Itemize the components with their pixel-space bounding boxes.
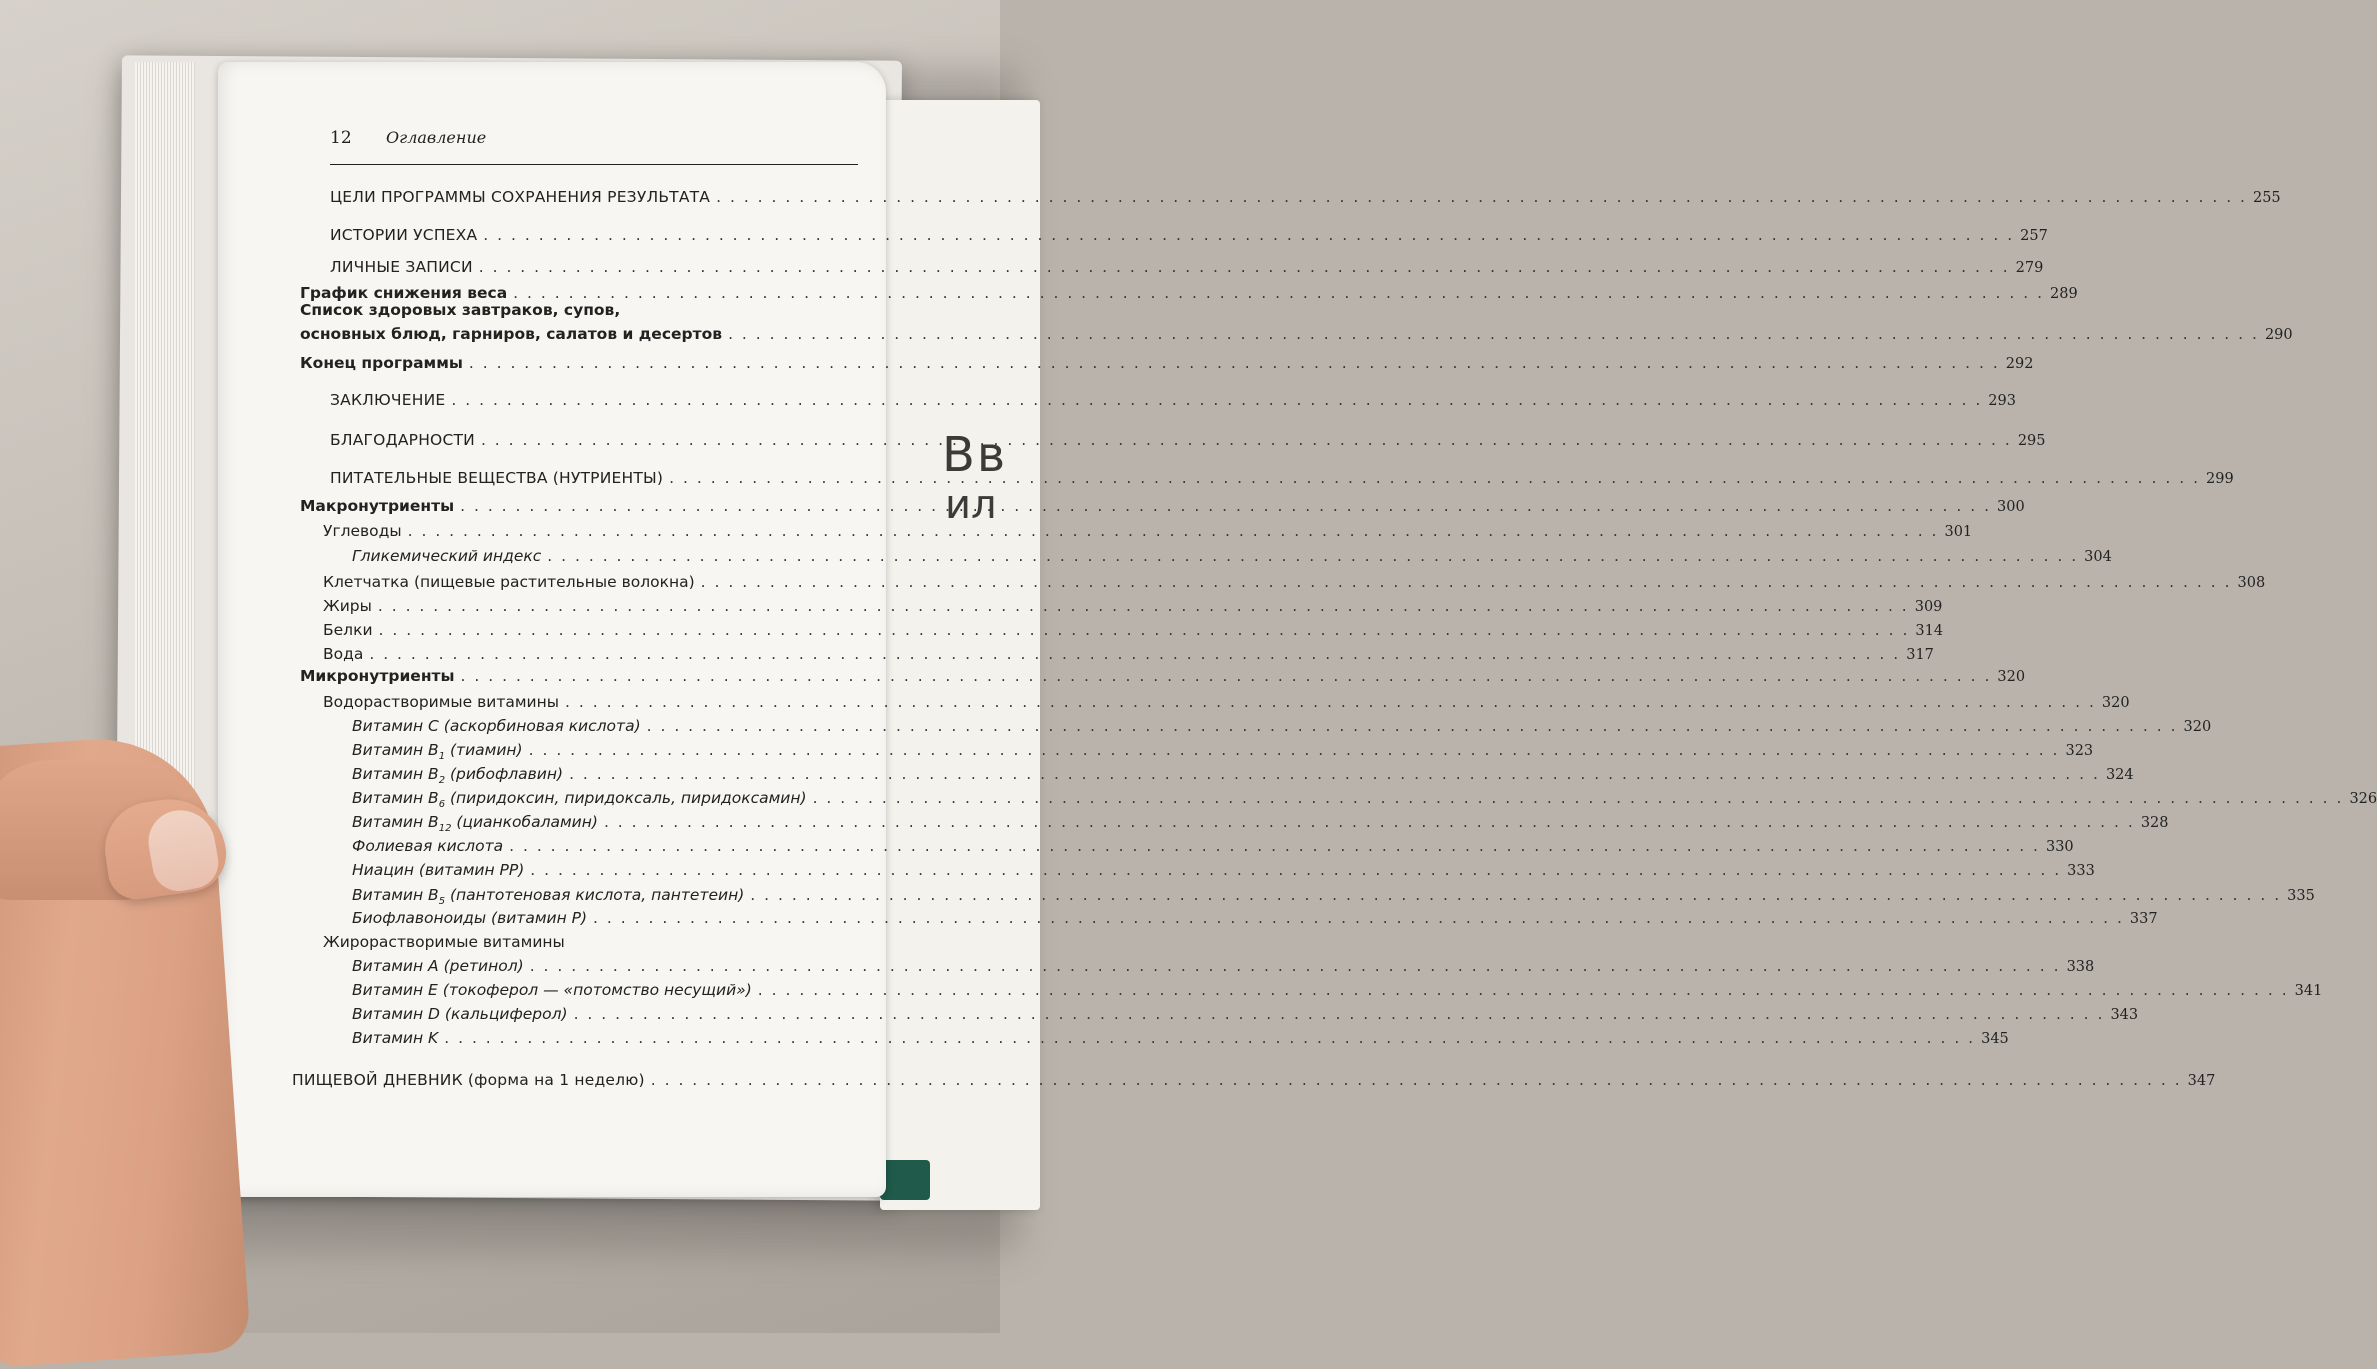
- toc-entry-title: Ниацин (витамин PP): [352, 861, 525, 879]
- toc-entry: [323, 933, 860, 951]
- toc-page-number: 328: [2140, 815, 2169, 831]
- toc-entry-title: Вода: [323, 645, 364, 663]
- toc-entry: [352, 837, 2074, 855]
- toc-page-number: 290: [2264, 327, 2293, 343]
- toc-page-number: 308: [2237, 575, 2266, 591]
- toc-entry: [330, 188, 2281, 206]
- toc-page-number: 345: [1981, 1031, 2009, 1047]
- toc-entry-title: ПИЩЕВОЙ ДНЕВНИК (форма на 1 неделю): [292, 1071, 645, 1089]
- toc-entry-title: Витамин E (токоферол — «потомство несущий»): [352, 981, 752, 999]
- dot-leader: [469, 354, 2000, 372]
- toc-entry-title: Водорастворимые витамины: [323, 693, 560, 711]
- dot-leader: [728, 325, 2259, 343]
- toc-entry: [352, 717, 2212, 735]
- dot-leader: [569, 765, 2100, 783]
- dot-leader: [593, 909, 2124, 927]
- toc-entry-title: ЛИЧНЫЕ ЗАПИСИ: [330, 258, 473, 276]
- toc-entry-title: Макронутриенты: [300, 497, 455, 515]
- dot-leader: [758, 981, 2289, 999]
- right-page-heading-line2: ил: [945, 482, 997, 528]
- toc-page-number: 309: [1914, 599, 1943, 615]
- toc-entry: [323, 573, 2266, 591]
- toc-entry: [300, 284, 2078, 302]
- dot-leader: [647, 717, 2178, 735]
- dot-leader: [750, 886, 2281, 904]
- dot-leader: [530, 957, 2061, 975]
- toc-entry-title: Жиры: [323, 597, 372, 615]
- dot-leader: [530, 861, 2061, 879]
- toc-entry-title: Витамин C (аскорбиновая кислота): [352, 717, 641, 735]
- toc-page-number: 295: [2017, 433, 2046, 449]
- toc-page-number: 326: [2349, 791, 2377, 807]
- dot-leader: [444, 1029, 1975, 1047]
- toc-entry-title: Витамин A (ретинол): [352, 957, 524, 975]
- toc-entry: [323, 645, 1934, 663]
- toc-entry: [323, 693, 2130, 711]
- toc-entry-title: Витамин $B_{12}$ (цианкобаламин): [352, 813, 598, 835]
- toc-entry-title: ЦЕЛИ ПРОГРАММЫ СОХРАНЕНИЯ РЕЗУЛЬТАТА: [330, 188, 711, 206]
- toc-entry-title: Витамин D (кальциферол): [352, 1005, 568, 1023]
- dot-leader: [669, 469, 2200, 487]
- dot-leader: [483, 226, 2014, 244]
- toc-entry-title: Жирорастворимые витамины: [323, 933, 565, 951]
- toc-page-number: 255: [2252, 190, 2281, 206]
- toc-page-number: 314: [1915, 623, 1944, 639]
- toc-entry: [300, 497, 2025, 515]
- toc-entry: [330, 469, 2234, 487]
- dot-leader: [513, 284, 2044, 302]
- toc-entry-title: Микронутриенты: [300, 667, 455, 685]
- toc-page-number: 347: [2187, 1073, 2216, 1089]
- dot-leader: [547, 547, 2078, 565]
- toc-entry-title: основных блюд, гарниров, салатов и десертов: [300, 325, 723, 343]
- toc-entry: [323, 621, 1944, 639]
- right-page-heading-line1: Вв: [942, 427, 1008, 483]
- toc-page-number: 320: [2101, 695, 2130, 711]
- dot-leader: [378, 597, 1909, 615]
- toc-entry-title: Углеводы: [323, 522, 402, 540]
- toc-entry-title: Витамин $B_2$ (рибофлавин): [352, 765, 564, 787]
- toc-entry: [300, 325, 2293, 343]
- toc-entry-title: График снижения веса: [300, 284, 508, 302]
- dot-leader: [574, 1005, 2105, 1023]
- dot-leader: [461, 667, 1992, 685]
- toc-page-number: 335: [2287, 888, 2315, 904]
- toc-entry: [352, 909, 2158, 927]
- toc-entry-title: Гликемический индекс: [352, 547, 542, 565]
- toc-page-number: 299: [2206, 471, 2234, 487]
- toc-entry: [300, 301, 860, 319]
- dot-leader: [379, 621, 1910, 639]
- toc-entry: [330, 258, 2044, 276]
- toc-page-number: 301: [1944, 524, 1973, 540]
- toc-page-number: 320: [1997, 669, 2026, 685]
- toc-page-number: 338: [2066, 959, 2095, 975]
- toc-entry-title: ЗАКЛЮЧЕНИЕ: [330, 391, 446, 409]
- dot-leader: [509, 837, 2040, 855]
- toc-entry-title: БЛАГОДАРНОСТИ: [330, 431, 475, 449]
- toc-page-number: 323: [2065, 743, 2094, 759]
- running-title: Оглавление: [386, 128, 487, 147]
- toc-entry: [352, 789, 2377, 811]
- toc-entry-title: Белки: [323, 621, 373, 639]
- toc-page-number: 330: [2045, 839, 2074, 855]
- toc-entry-title: Биофлавоноиды (витамин P): [352, 909, 588, 927]
- toc-entry: [352, 1029, 2009, 1047]
- toc-entry: [352, 813, 2169, 835]
- page-header: [330, 128, 858, 165]
- toc-entry-title: Конец программы: [300, 354, 463, 372]
- dot-leader: [651, 1071, 2182, 1089]
- toc-page-number: 300: [1997, 499, 2025, 515]
- toc-page-number: 320: [2183, 719, 2212, 735]
- toc-entry-title: Витамин $B_5$ (пантотеновая кислота, пантетеин): [352, 886, 745, 908]
- toc-page-number: 341: [2294, 983, 2323, 999]
- toc-entry: [330, 391, 2016, 409]
- toc-entry-title: Витамин $B_6$ (пиридоксин, пиридоксаль, пиридоксамин): [352, 789, 807, 811]
- dot-leader: [565, 693, 2096, 711]
- dot-leader: [451, 391, 1982, 409]
- toc-entry-title: Фолиевая кислота: [352, 837, 504, 855]
- dot-leader: [481, 431, 2012, 449]
- toc-entry: [352, 957, 2095, 975]
- dot-leader: [604, 813, 2135, 831]
- toc-page-number: 333: [2067, 863, 2095, 879]
- bookmark-ribbon: [880, 1160, 930, 1200]
- toc-page-number: 343: [2110, 1007, 2139, 1023]
- toc-page-number: 317: [1906, 647, 1934, 663]
- toc-entry-title: ПИТАТЕЛЬНЫЕ ВЕЩЕСТВА (НУТРИЕНТЫ): [330, 469, 664, 487]
- toc-page-number: 292: [2005, 356, 2034, 372]
- toc-entry-title: ИСТОРИИ УСПЕХА: [330, 226, 478, 244]
- toc-entry: [330, 431, 2046, 449]
- toc-page-number: 289: [2050, 286, 2078, 302]
- dot-leader: [529, 741, 2060, 759]
- toc-page-number: 257: [2020, 228, 2048, 244]
- toc-page-number: 293: [1988, 393, 2016, 409]
- toc-entry: [323, 597, 1943, 615]
- toc-entry: [300, 667, 2026, 685]
- toc-page-number: 304: [2084, 549, 2112, 565]
- dot-leader: [813, 789, 2344, 807]
- toc-entry: [300, 354, 2034, 372]
- toc-entry-title: Клетчатка (пищевые растительные волокна): [323, 573, 695, 591]
- dot-leader: [460, 497, 1991, 515]
- toc-page-number: 337: [2129, 911, 2158, 927]
- toc-entry: [352, 981, 2323, 999]
- dot-leader: [701, 573, 2232, 591]
- toc-entry: [352, 765, 2134, 787]
- toc-entry-title: Витамин K: [352, 1029, 439, 1047]
- toc-entry: [330, 226, 2048, 244]
- dot-leader: [716, 188, 2247, 206]
- toc-page-number: 279: [2015, 260, 2044, 276]
- dot-leader: [408, 522, 1939, 540]
- dot-leader: [369, 645, 1900, 663]
- toc-entry: [352, 861, 2095, 879]
- toc-entry: [352, 741, 2094, 763]
- toc-entry: [323, 522, 1973, 540]
- dot-leader: [479, 258, 2010, 276]
- toc-entry-title: Витамин $B_1$ (тиамин): [352, 741, 523, 763]
- toc-entry: [352, 1005, 2139, 1023]
- toc-entry: [352, 547, 2112, 565]
- page-number: 12: [330, 128, 352, 148]
- toc-entry: [292, 1071, 2216, 1089]
- toc-entry-title: Список здоровых завтраков, супов,: [300, 301, 621, 319]
- toc-page-number: 324: [2105, 767, 2134, 783]
- toc-entry: [352, 886, 2315, 908]
